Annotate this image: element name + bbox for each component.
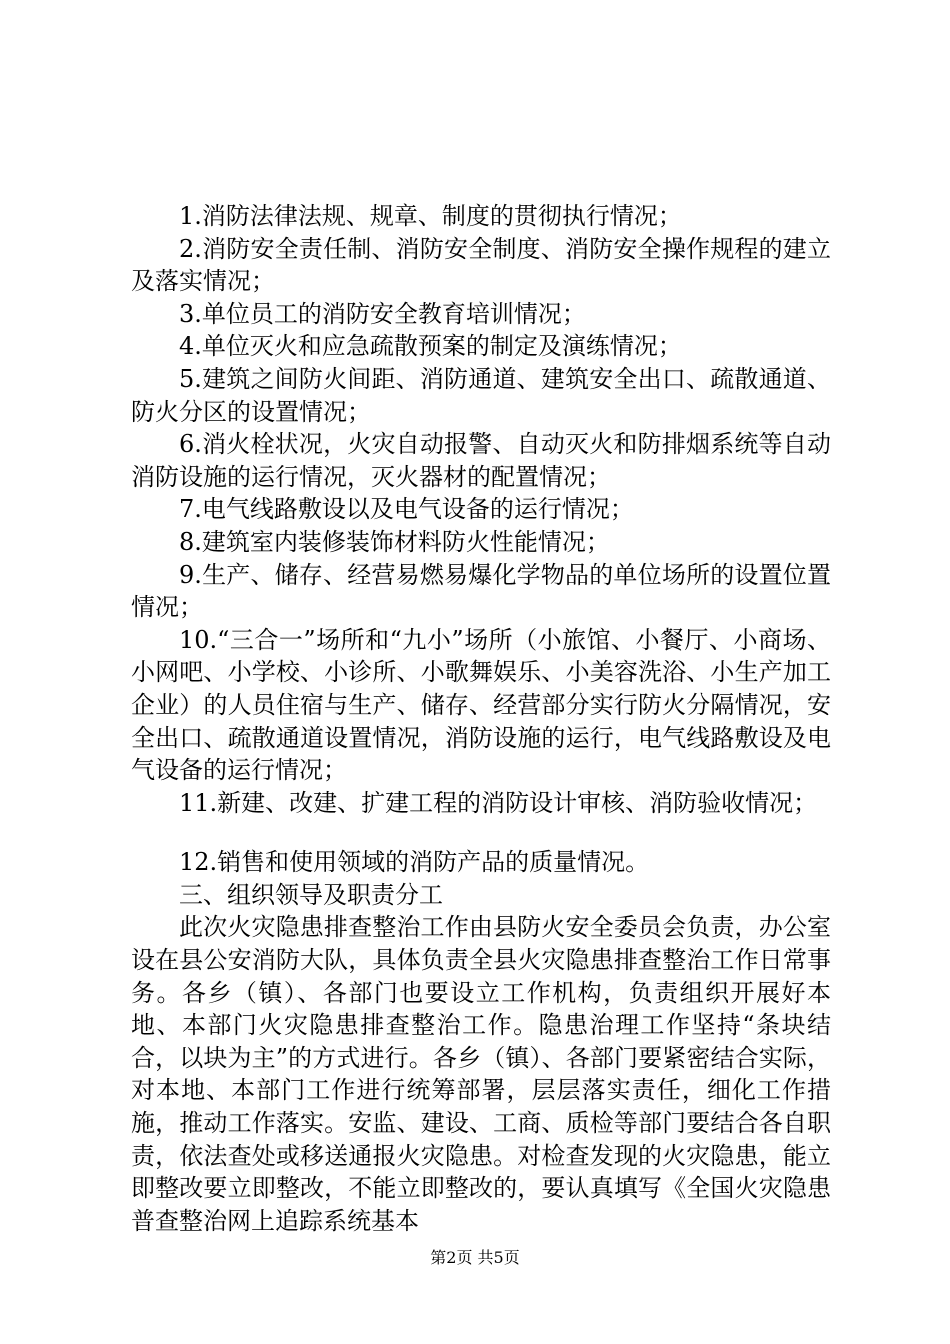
list-item-3: 3.单位员工的消防安全教育培训情况；	[179, 299, 586, 328]
list-item-8: 8.建筑室内装修装饰材料防火性能情况；	[179, 527, 610, 556]
page-number: 第2页 共5页	[430, 1248, 520, 1267]
body-paragraph: 此次火灾隐患排查整治工作由县防火安全委员会负责，办公室设在县公安消防大队，具体负责全县火灾隐患排查整治工作日常事务。各乡（镇）、各部门也要设立工作机构，负责组织开展好本地、本部门火灾隐患排查整治工作。隐患治理工作坚持“条块结合，以块为主”的方式进行。各乡（镇）、各部门要紧密结合实际，对本地、本部门工作进行统筹部署，层层落实责任，细化工作措施，推动工作落实。安监、建设、工商、质检等部门要结合各自职责，依法查处或移送通报火灾隐患。对检查发现的火灾隐患，能立即整改要立即整改，不能立即整改的，要认真填写《全国火灾隐患普查整治网上追踪系统基本	[131, 913, 831, 1235]
list-item-7: 7.电气线路敷设以及电气设备的运行情况；	[179, 495, 634, 524]
document-body	[131, 200, 831, 1237]
list-item-10: 10.“三合一”场所和“九小”场所（小旅馆、小餐厅、小商场、小网吧、小学校、小诊所、小歌舞娱乐、小美容洗浴、小生产加工企业）的人员住宿与生产、储存、经营部分实行防火分隔情况，安全出口、疏散通道设置情况，消防设施的运行，电气线路敷设及电气设备的运行情况；	[131, 625, 831, 785]
list-item-5: 5.建筑之间防火间距、消防通道、建筑安全出口、疏散通道、防火分区的设置情况；	[131, 364, 831, 426]
list-item-9: 9.生产、储存、经营易燃易爆化学物品的单位场所的设置位置情况；	[131, 560, 831, 622]
page-footer	[0, 1245, 950, 1268]
list-item-2: 2.消防安全责任制、消防安全制度、消防安全操作规程的建立及落实情况；	[131, 234, 831, 296]
list-item-4: 4.单位灭火和应急疏散预案的制定及演练情况；	[179, 332, 682, 361]
list-item-11: 11.新建、改建、扩建工程的消防设计审核、消防验收情况；	[179, 788, 818, 817]
section-heading: 三、组织领导及职责分工	[179, 880, 443, 909]
list-item-12: 12.销售和使用领域的消防产品的质量情况。	[179, 848, 650, 877]
list-item-1: 1.消防法律法规、规章、制度的贯彻执行情况；	[179, 202, 682, 230]
list-item-6: 6.消火栓状况，火灾自动报警、自动灭火和防排烟系统等自动消防设施的运行情况，灭火器材的配置情况；	[131, 430, 831, 491]
